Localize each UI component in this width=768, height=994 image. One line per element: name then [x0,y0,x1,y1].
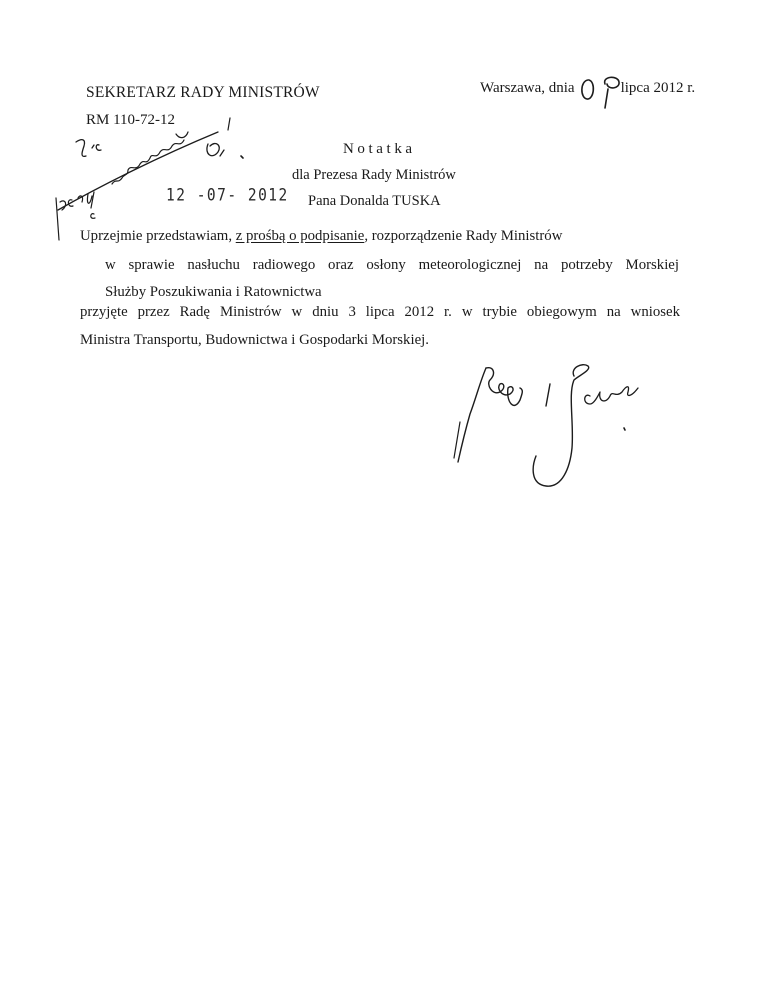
handwritten-signature [450,362,660,490]
received-date-stamp: 12 -07- 2012 [166,186,289,206]
reference-number: RM 110-72-12 [86,112,176,128]
body-line-3: Służby Poszukiwania i Ratownictwa [105,284,322,300]
recipient-line-1: dla Prezesa Rady Ministrów [292,167,456,183]
recipient-line-2: Pana Donalda TUSKA [308,193,441,209]
place-date-prefix: Warszawa, dnia [480,80,575,96]
body-line-1-underlined: z prośbą o podpisanie [235,228,365,244]
place-date-suffix: lipca 2012 r. [620,80,696,96]
body-line-1 [80,227,562,245]
body-line-2: w sprawie nasłuchu radiowego oraz osłony meteorologicznej na potrzeby Morskiej [105,257,679,273]
sender-heading: SEKRETARZ RADY MINISTRÓW [86,84,320,101]
body-line-4: przyjęte przez Radę Ministrów w dniu 3 lipca 2012 r. w trybie obiegowym na wniosek [80,304,680,320]
handwritten-day [578,72,628,112]
body-line-5: Ministra Transportu, Budownictwa i Gospodarki Morskiej. [80,332,429,348]
document-title: Notatka [343,141,416,157]
body-line-1-start: Uprzejmie przedstawiam, [80,228,236,244]
body-line-1-end: , rozporządzenie Rady Ministrów [364,228,563,244]
